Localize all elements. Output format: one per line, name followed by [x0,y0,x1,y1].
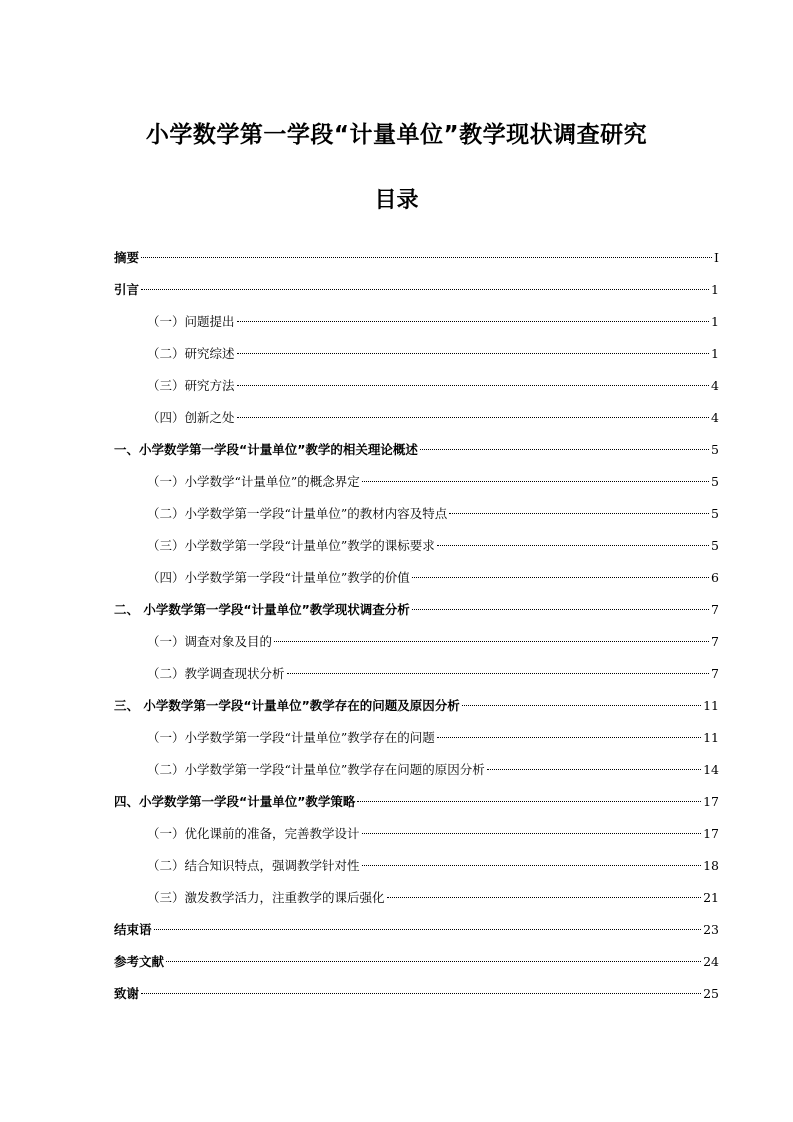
toc-entry-label: 摘要 [114,250,140,265]
toc-entry-main[interactable] [114,278,719,310]
toc-leader-dots [274,641,709,642]
toc-leader-dots [237,353,710,354]
toc-entry-sub[interactable] [114,566,719,598]
toc-entry-label: （一）优化课前的准备，完善教学设计 [147,826,360,841]
toc-entry-main[interactable] [114,246,719,278]
toc-entry-sub[interactable] [114,758,719,790]
toc-entry-sub[interactable] [114,406,719,438]
toc-entry-label: （一）调查对象及目的 [147,634,273,649]
toc-entry-label: （二）教学调查现状分析 [147,666,285,681]
toc-leader-dots [237,321,710,322]
toc-heading: 目录 [374,188,419,213]
toc-entry-label: （四）创新之处 [147,410,235,425]
toc-entry-sub[interactable] [114,630,719,662]
toc-entry-page-number: 11 [703,698,719,713]
toc-entry-main[interactable] [114,438,719,470]
toc-entry-page-number: 6 [711,570,719,585]
toc-entry-label: 结束语 [114,922,152,937]
toc-entry-page-number: 5 [711,538,719,553]
toc-entry-sub[interactable] [114,886,719,918]
toc-leader-dots [287,673,710,674]
toc-entry-page-number: 1 [711,314,719,329]
toc-leader-dots [362,833,702,834]
toc-entry-page-number: 17 [703,794,719,809]
toc-entry-label: （二）小学数学第一学段“计量单位”的教材内容及特点 [147,506,448,521]
toc-entry-page-number: 17 [703,826,719,841]
toc-entry-label: 引言 [114,282,140,297]
toc-leader-dots [487,769,701,770]
toc-entry-page-number: I [714,250,719,265]
toc-entry-label: 二、 小学数学第一学段“计量单位”教学现状调查分析 [114,602,410,617]
toc-leader-dots [237,417,710,418]
toc-leader-dots [412,577,709,578]
toc-entry-page-number: 24 [703,954,719,969]
toc-entry-page-number: 5 [711,474,719,489]
toc-entry-sub[interactable] [114,310,719,342]
toc-entry-main[interactable] [114,950,719,982]
toc-entry-label: （二）结合知识特点，强调教学针对性 [147,858,360,873]
toc-entry-page-number: 4 [711,378,719,393]
toc-entry-sub[interactable] [114,822,719,854]
toc-entry-page-number: 1 [711,346,719,361]
toc-entry-sub[interactable] [114,726,719,758]
toc-entry-label: （二）小学数学第一学段“计量单位”教学存在问题的原因分析 [147,762,485,777]
toc-entry-label: （一）问题提出 [147,314,235,329]
toc-entry-label: （三）激发教学活力，注重教学的课后强化 [147,890,385,905]
toc-entry-sub[interactable] [114,662,719,694]
toc-leader-dots [362,865,702,866]
toc-entry-label: （二）研究综述 [147,346,235,361]
toc-entry-label: （一）小学数学“计量单位”的概念界定 [147,474,360,489]
toc-entry-label: （四）小学数学第一学段“计量单位”教学的价值 [147,570,410,585]
toc-entry-sub[interactable] [114,470,719,502]
table-of-contents [114,246,719,1014]
toc-entry-page-number: 5 [711,506,719,521]
toc-entry-label: 四、小学数学第一学段“计量单位”教学策略 [114,794,356,809]
toc-leader-dots [357,801,701,802]
toc-leader-dots [412,609,709,610]
toc-leader-dots [387,897,702,898]
toc-leader-dots [437,545,709,546]
toc-entry-page-number: 11 [703,730,719,745]
toc-entry-page-number: 7 [711,602,719,617]
toc-leader-dots [154,929,702,930]
toc-entry-label: （三）研究方法 [147,378,235,393]
toc-leader-dots [141,993,701,994]
toc-entry-page-number: 5 [711,442,719,457]
toc-entry-label: （三）小学数学第一学段“计量单位”教学的课标要求 [147,538,435,553]
toc-entry-main[interactable] [114,694,719,726]
toc-entry-page-number: 21 [703,890,719,905]
toc-leader-dots [166,961,701,962]
document-title: 小学数学第一学段“计量单位”教学现状调查研究 [145,122,648,148]
toc-entry-page-number: 1 [711,282,719,297]
toc-entry-main[interactable] [114,918,719,950]
toc-leader-dots [462,705,701,706]
toc-entry-page-number: 25 [703,986,719,1001]
toc-entry-label: 一、小学数学第一学段“计量单位”教学的相关理论概述 [114,442,418,457]
toc-entry-page-number: 7 [711,634,719,649]
toc-leader-dots [237,385,710,386]
toc-entry-main[interactable] [114,598,719,630]
toc-entry-page-number: 4 [711,410,719,425]
toc-leader-dots [362,481,709,482]
toc-leader-dots [141,257,712,258]
toc-entry-page-number: 14 [703,762,719,777]
toc-leader-dots [449,513,709,514]
toc-entry-page-number: 7 [711,666,719,681]
toc-entry-sub[interactable] [114,854,719,886]
toc-entry-main[interactable] [114,982,719,1014]
toc-leader-dots [420,449,709,450]
toc-leader-dots [437,737,701,738]
toc-entry-sub[interactable] [114,502,719,534]
toc-entry-main[interactable] [114,790,719,822]
toc-entry-page-number: 18 [703,858,719,873]
toc-entry-sub[interactable] [114,374,719,406]
toc-entry-label: 三、 小学数学第一学段“计量单位”教学存在的问题及原因分析 [114,698,460,713]
toc-entry-label: （一）小学数学第一学段“计量单位”教学存在的问题 [147,730,435,745]
toc-entry-label: 致谢 [114,986,140,1001]
toc-leader-dots [141,289,709,290]
toc-entry-sub[interactable] [114,534,719,566]
toc-entry-page-number: 23 [703,922,719,937]
toc-entry-label: 参考文献 [114,954,165,969]
toc-entry-sub[interactable] [114,342,719,374]
